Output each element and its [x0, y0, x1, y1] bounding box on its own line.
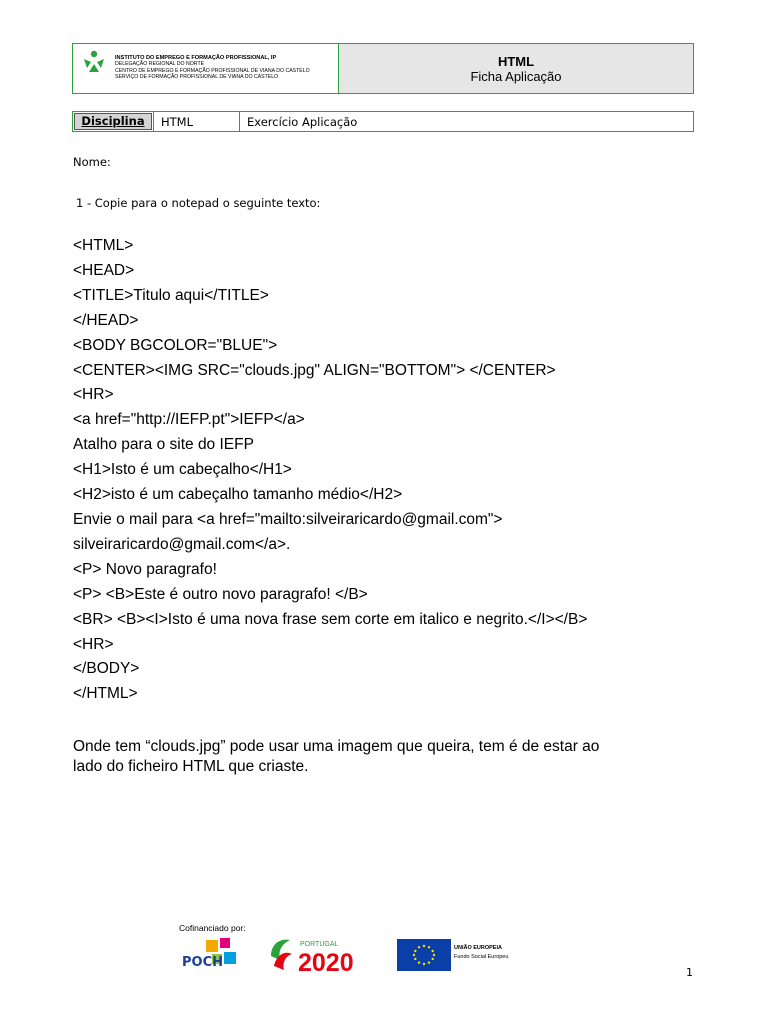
institution-name: INSTITUTO DO EMPREGO E FORMAÇÃO PROFISSIONAL, IP — [115, 55, 277, 61]
year-2020: 2020 — [298, 949, 354, 974]
poch-text: POCH — [182, 955, 223, 970]
code-line: <H1>Isto é um cabeçalho</H1> — [73, 461, 292, 479]
iefp-logo — [81, 48, 107, 74]
cofinanced-label: Cofinanciado por: — [179, 923, 246, 933]
code-line: </BODY> — [73, 660, 140, 678]
discipline-row — [72, 111, 694, 132]
code-line: <a href="http://IEFP.pt">IEFP</a> — [73, 411, 305, 429]
code-line: Atalho para o site do IEFP — [73, 436, 254, 454]
code-line: <H2>isto é um cabeçalho tamanho médio</H2> — [73, 486, 403, 504]
eu-text — [454, 944, 508, 962]
document-subtitle: Ficha Aplicação — [470, 68, 562, 84]
document-header — [72, 43, 694, 94]
code-line: <BR> <B><I>Isto é uma nova frase sem corte em italico e negrito.</I></B> — [73, 610, 588, 628]
eu-fund: Fundo Social Europeu — [454, 954, 509, 960]
eu-name: UNIÃO EUROPEIA — [454, 945, 502, 951]
code-line: <HTML> — [73, 237, 134, 254]
code-line: Envie o mail para <a href="mailto:silveiraricardo@gmail.com"> — [73, 510, 503, 528]
code-line: <P> Novo paragrafo! — [73, 560, 217, 578]
discipline-label-cell — [73, 112, 154, 131]
code-line: <HR> — [73, 635, 114, 653]
institution-text — [115, 55, 310, 81]
code-line: <TITLE>Titulo aqui</TITLE> — [73, 286, 269, 304]
eu-flag — [397, 939, 451, 971]
code-line: silveiraricardo@gmail.com</a>. — [73, 535, 291, 553]
institution-line: SERVIÇO DE FORMAÇÃO PROFISSIONAL DE VIANA DO CASTELO — [115, 74, 279, 81]
institution-line: CENTRO DE EMPREGO E FORMAÇÃO PROFISSIONAL DE VIANA DO CASTELO — [115, 67, 310, 74]
code-line: <P> <B>Este é outro novo paragrafo! </B> — [73, 585, 368, 603]
title-block — [339, 44, 693, 93]
note-line: Onde tem “clouds.jpg” pode usar uma imagem que queira, tem é de estar ao — [73, 738, 600, 755]
institution-line: DELEGAÇÃO REGIONAL DO NORTE — [115, 61, 205, 68]
poch-logo — [180, 936, 250, 974]
code-line: <BODY BGCOLOR="BLUE"> — [73, 336, 278, 354]
code-line: <HR> — [73, 386, 114, 404]
code-line: </HTML> — [73, 685, 138, 703]
name-label: Nome: — [73, 155, 111, 169]
instruction-text: 1 - Copie para o notepad o seguinte texto: — [76, 196, 321, 210]
code-listing — [73, 234, 587, 707]
portugal-2020-logo — [268, 936, 380, 974]
code-line: <CENTER><IMG SRC="clouds.jpg" ALIGN="BOTTOM"> </CENTER> — [73, 361, 556, 379]
code-line: </HEAD> — [73, 311, 139, 329]
note-paragraph — [73, 737, 703, 777]
portugal-label: PORTUGAL — [300, 941, 339, 948]
document-title: HTML — [497, 53, 535, 69]
note-line: lado do ficheiro HTML que criaste. — [73, 758, 309, 775]
page-number: 1 — [686, 966, 693, 979]
discipline-subject: HTML — [154, 112, 240, 131]
code-line: <HEAD> — [73, 261, 135, 279]
discipline-type: Exercício Aplicação — [247, 114, 358, 129]
discipline-label: Disciplina — [74, 113, 151, 130]
eu-stars-icon — [397, 939, 451, 971]
institution-block — [73, 44, 339, 93]
